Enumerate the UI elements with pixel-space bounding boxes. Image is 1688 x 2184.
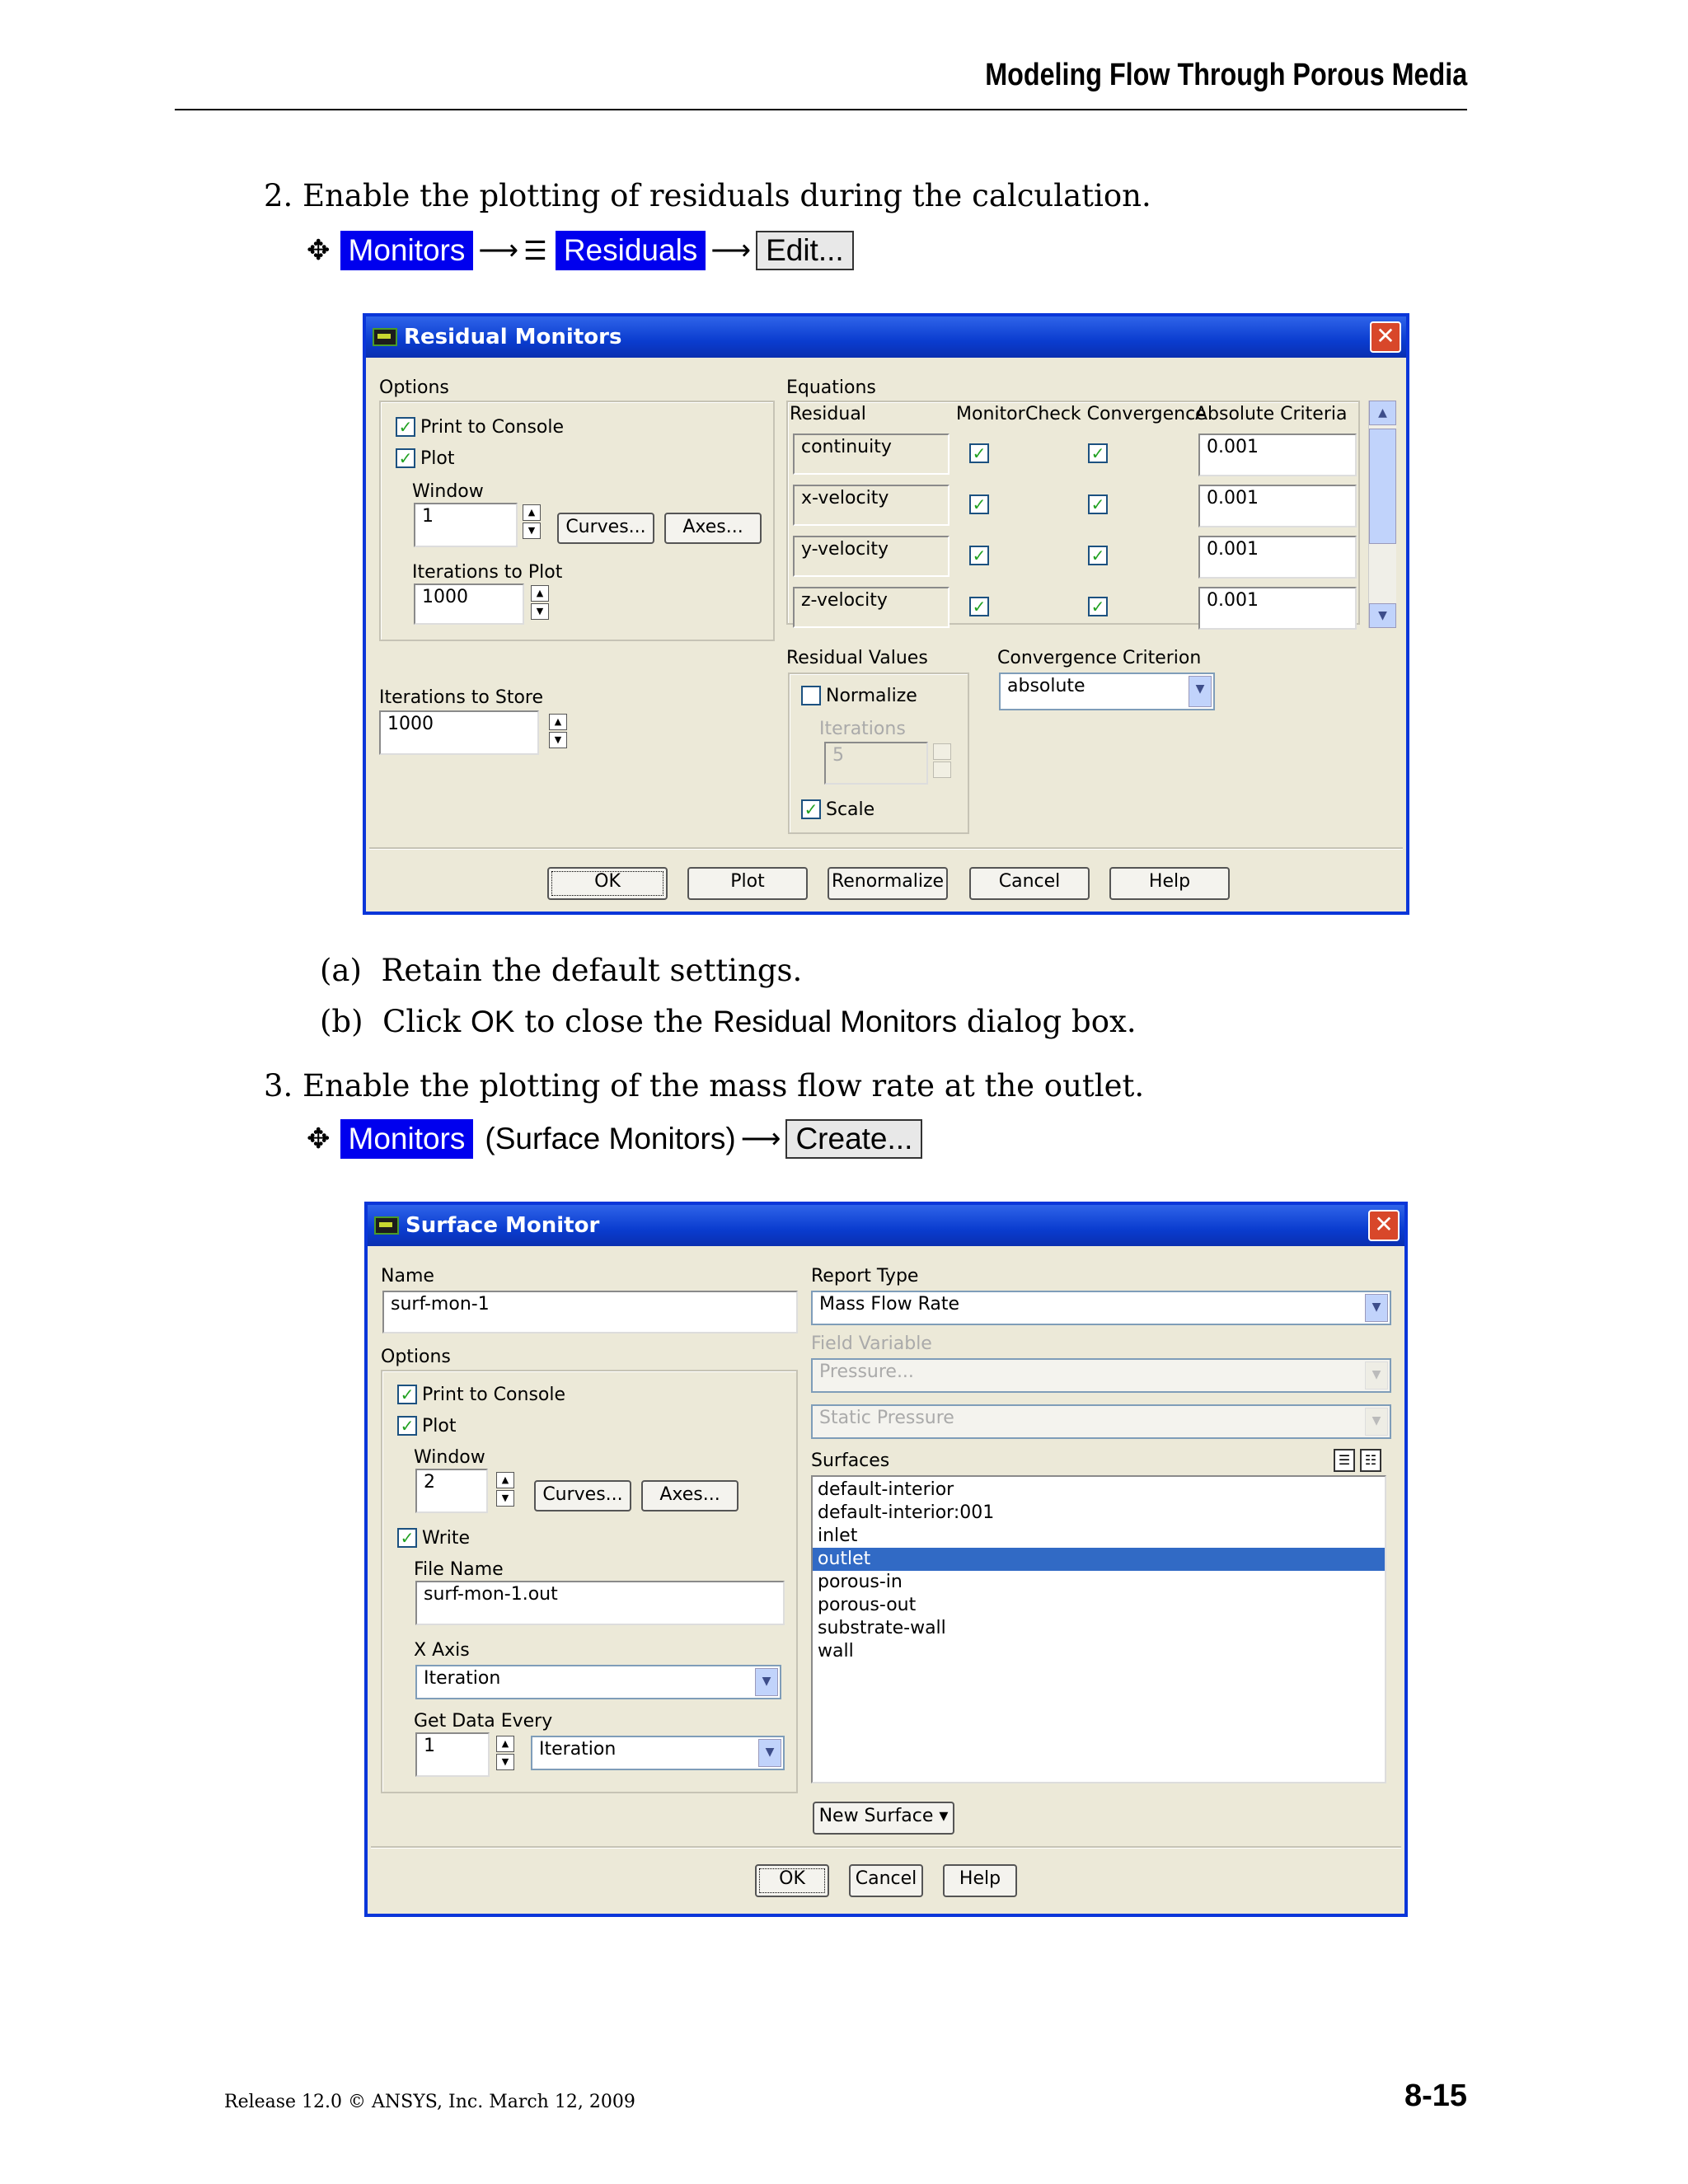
x-axis-value: Iteration — [424, 1668, 501, 1689]
write-label: Write — [422, 1528, 471, 1549]
spin-up-icon[interactable]: ▲ — [523, 504, 541, 521]
field-variable-sub-value: Static Pressure — [819, 1408, 954, 1428]
check-convergence-checkbox-z-velocity[interactable]: ✓ — [1088, 597, 1108, 616]
sub-step-b-marker: (b) — [320, 1004, 363, 1039]
monitors-link[interactable]: Monitors — [340, 231, 474, 270]
sub-step-b-pre: Click — [382, 1004, 462, 1039]
list-item[interactable]: wall — [818, 1641, 854, 1661]
arrow-icon: ⟶ — [710, 235, 752, 266]
sub-step-b — [320, 1004, 1137, 1039]
arrow-icon: ⟶ — [478, 235, 519, 266]
name-label: Name — [381, 1266, 434, 1286]
normalize-iterations-spinner — [933, 743, 951, 778]
chevron-down-icon: ▼ — [1365, 1361, 1388, 1390]
normalize-label: Normalize — [826, 686, 917, 706]
step-2-text: 2. Enable the plotting of residuals during the calculation. — [264, 178, 1151, 213]
list-item[interactable]: default-interior — [818, 1479, 954, 1500]
axes-button[interactable]: Axes... — [664, 513, 762, 544]
spin-down-icon[interactable]: ▼ — [496, 1754, 514, 1770]
absolute-criteria-z-velocity[interactable]: 0.001 — [1198, 587, 1357, 630]
list-item[interactable]: porous-in — [818, 1572, 903, 1592]
list-item[interactable]: default-interior:001 — [818, 1502, 995, 1523]
iterations-to-plot-label: Iterations to Plot — [412, 562, 563, 583]
spin-down-icon[interactable]: ▼ — [523, 523, 541, 539]
window-label: Window — [414, 1447, 485, 1468]
window-label: Window — [412, 481, 484, 502]
normalize-checkbox[interactable] — [801, 686, 821, 705]
step-2-nav-path — [307, 231, 854, 270]
spin-up-icon[interactable]: ▲ — [549, 714, 567, 730]
window-input[interactable]: 2 — [415, 1469, 488, 1513]
convergence-criterion-select[interactable] — [999, 673, 1215, 710]
monitor-checkbox-z-velocity[interactable]: ✓ — [969, 597, 989, 616]
print-to-console-checkbox[interactable]: ✓ — [396, 417, 415, 437]
button-separator — [371, 1846, 1401, 1848]
axes-button[interactable]: Axes... — [641, 1480, 738, 1511]
convergence-criterion-label: Convergence Criterion — [997, 648, 1202, 668]
scale-checkbox[interactable]: ✓ — [801, 799, 821, 819]
app-icon — [373, 328, 397, 346]
normalize-iterations-input: 5 — [824, 742, 928, 785]
arrow-icon: ⟶ — [740, 1123, 781, 1155]
spin-up-icon[interactable]: ▲ — [531, 585, 549, 602]
check-convergence-checkbox-continuity[interactable]: ✓ — [1088, 443, 1108, 463]
dialog-title: Residual Monitors — [404, 325, 622, 349]
equations-scrollbar[interactable] — [1368, 401, 1396, 628]
ok-button[interactable]: OK — [547, 867, 668, 900]
running-header: Modeling Flow Through Porous Media — [985, 58, 1467, 92]
options-label: Options — [381, 1347, 451, 1367]
list-item[interactable]: porous-out — [818, 1595, 917, 1615]
close-icon[interactable]: ✕ — [1370, 321, 1401, 353]
residual-name-continuity: continuity — [793, 434, 950, 475]
tree-nav-icon: ✥ — [307, 235, 331, 266]
residual-name-x-velocity: x-velocity — [793, 485, 950, 526]
monitor-checkbox-y-velocity[interactable]: ✓ — [969, 546, 989, 565]
get-data-unit-select[interactable] — [531, 1736, 785, 1770]
spin-up-icon[interactable]: ▲ — [496, 1736, 514, 1752]
get-data-every-label: Get Data Every — [414, 1711, 553, 1732]
iterations-label: Iterations — [819, 719, 906, 739]
list-item-selected[interactable]: outlet — [813, 1548, 1385, 1571]
convergence-criterion-value: absolute — [1007, 676, 1085, 696]
write-checkbox[interactable]: ✓ — [397, 1528, 417, 1548]
ok-button[interactable]: OK — [755, 1864, 829, 1897]
options-label: Options — [379, 377, 449, 398]
get-data-every-spinner[interactable] — [496, 1736, 514, 1770]
field-variable-value: Pressure... — [819, 1361, 914, 1382]
chevron-down-icon: ▼ — [1365, 1408, 1388, 1436]
tree-nav-icon: ✥ — [307, 1123, 331, 1155]
plot-checkbox[interactable]: ✓ — [397, 1416, 417, 1436]
spin-down-icon[interactable]: ▼ — [549, 732, 567, 748]
chevron-down-icon[interactable]: ▼ — [755, 1668, 778, 1696]
select-all-icon[interactable]: ☰ — [1334, 1449, 1355, 1472]
file-name-input[interactable]: surf-mon-1.out — [415, 1581, 785, 1625]
get-data-every-input[interactable]: 1 — [415, 1732, 490, 1777]
iterations-to-plot-input[interactable]: 1000 — [414, 583, 524, 625]
plot-checkbox[interactable]: ✓ — [396, 448, 415, 468]
app-icon — [374, 1216, 399, 1235]
get-data-unit-value: Iteration — [539, 1739, 617, 1760]
monitor-checkbox-continuity[interactable]: ✓ — [969, 443, 989, 463]
curves-button[interactable]: Curves... — [557, 513, 654, 544]
list-icon: ☰ — [523, 236, 547, 265]
spin-down-icon[interactable]: ▼ — [496, 1490, 514, 1507]
absolute-criteria-continuity[interactable]: 0.001 — [1198, 434, 1357, 476]
dialog-title: Surface Monitor — [406, 1213, 600, 1238]
plot-label: Plot — [422, 1416, 457, 1436]
window-spinner[interactable] — [523, 504, 541, 539]
dialog-titlebar — [366, 316, 1406, 358]
file-name-label: File Name — [414, 1559, 504, 1580]
list-item[interactable]: substrate-wall — [818, 1618, 946, 1638]
x-axis-label: X Axis — [414, 1640, 470, 1661]
equations-label: Equations — [786, 377, 876, 398]
page-number: 8-15 — [1404, 2079, 1467, 2113]
spin-down-icon — [933, 762, 951, 778]
print-to-console-checkbox[interactable]: ✓ — [397, 1385, 417, 1404]
create-button-ref[interactable]: Create... — [785, 1119, 922, 1159]
monitor-column-header: Monitor — [956, 404, 1025, 424]
name-input[interactable]: surf-mon-1 — [382, 1291, 798, 1333]
renormalize-button[interactable]: Renormalize — [828, 867, 948, 900]
residual-name-y-velocity: y-velocity — [793, 536, 950, 577]
report-type-label: Report Type — [811, 1266, 919, 1286]
surfaces-list[interactable] — [811, 1475, 1386, 1783]
field-variable-label: Field Variable — [811, 1333, 932, 1354]
sub-step-b-ok: OK — [470, 1005, 515, 1038]
cancel-button[interactable]: Cancel — [969, 867, 1090, 900]
iterations-to-store-spinner[interactable] — [549, 714, 567, 748]
step-3-text: 3. Enable the plotting of the mass flow rate at the outlet. — [264, 1068, 1145, 1104]
scroll-thumb[interactable] — [1369, 429, 1396, 544]
absolute-criteria-y-velocity[interactable]: 0.001 — [1198, 536, 1357, 579]
absolute-criteria-column-header: Absolute Criteria — [1195, 404, 1348, 424]
edit-button-ref[interactable]: Edit... — [756, 231, 854, 270]
chevron-down-icon[interactable]: ▼ — [1365, 1294, 1388, 1322]
residuals-link[interactable]: Residuals — [556, 231, 706, 270]
surface-monitors-label: (Surface Monitors) — [485, 1122, 736, 1155]
report-type-value: Mass Flow Rate — [819, 1294, 960, 1315]
new-surface-button[interactable]: New Surface ▾ — [813, 1802, 954, 1835]
x-axis-select[interactable] — [415, 1665, 781, 1699]
sub-step-a-text: Retain the default settings. — [381, 953, 803, 988]
print-to-console-label: Print to Console — [422, 1385, 566, 1405]
residual-name-z-velocity: z-velocity — [793, 587, 950, 628]
residual-values-label: Residual Values — [786, 648, 928, 668]
sub-step-b-mid: to close the — [524, 1004, 704, 1039]
scroll-down-icon[interactable]: ▼ — [1369, 603, 1396, 628]
absolute-criteria-x-velocity[interactable]: 0.001 — [1198, 485, 1357, 527]
window-input[interactable]: 1 — [414, 503, 518, 547]
plot-label: Plot — [420, 448, 455, 469]
window-spinner[interactable] — [496, 1472, 514, 1507]
field-variable-sub-select — [811, 1404, 1391, 1439]
scale-label: Scale — [826, 799, 875, 820]
residual-monitors-dialog — [363, 313, 1409, 915]
iterations-to-store-label: Iterations to Store — [379, 687, 543, 708]
dialog-titlebar — [368, 1205, 1404, 1246]
chevron-down-icon[interactable]: ▼ — [1189, 676, 1212, 707]
surfaces-label: Surfaces — [811, 1451, 890, 1471]
check-convergence-checkbox-y-velocity[interactable]: ✓ — [1088, 546, 1108, 565]
sub-step-a — [320, 953, 802, 988]
spin-up-icon — [933, 743, 951, 760]
plot-button[interactable]: Plot — [687, 867, 808, 900]
deselect-all-icon[interactable]: ☷ — [1360, 1449, 1381, 1472]
print-to-console-label: Print to Console — [420, 417, 565, 438]
help-button[interactable]: Help — [1109, 867, 1230, 900]
monitor-checkbox-x-velocity[interactable]: ✓ — [969, 494, 989, 514]
curves-button[interactable]: Curves... — [534, 1480, 631, 1511]
iterations-to-plot-spinner[interactable] — [531, 585, 549, 620]
sub-step-a-marker: (a) — [320, 953, 362, 988]
report-type-select[interactable] — [811, 1291, 1391, 1325]
check-convergence-column-header: Check Convergence — [1025, 404, 1207, 424]
scroll-up-icon[interactable]: ▲ — [1369, 401, 1396, 425]
step-3-nav-path — [307, 1119, 922, 1159]
spin-up-icon[interactable]: ▲ — [496, 1472, 514, 1488]
release-footer: Release 12.0 © ANSYS, Inc. March 12, 2009 — [224, 2092, 635, 2112]
spin-down-icon[interactable]: ▼ — [531, 603, 549, 620]
cancel-button[interactable]: Cancel — [849, 1864, 923, 1897]
monitors-link[interactable]: Monitors — [340, 1119, 474, 1159]
sub-step-b-post: dialog box. — [966, 1004, 1137, 1039]
field-variable-select — [811, 1358, 1391, 1393]
button-separator — [369, 847, 1403, 849]
iterations-to-store-input[interactable]: 1000 — [379, 710, 539, 755]
list-item[interactable]: inlet — [818, 1526, 858, 1546]
sub-step-b-dialog: Residual Monitors — [712, 1005, 958, 1038]
header-rule — [175, 109, 1467, 110]
residual-column-header: Residual — [790, 404, 866, 424]
check-convergence-checkbox-x-velocity[interactable]: ✓ — [1088, 494, 1108, 514]
surface-monitor-dialog — [364, 1202, 1408, 1917]
close-icon[interactable]: ✕ — [1368, 1210, 1400, 1241]
help-button[interactable]: Help — [943, 1864, 1017, 1897]
chevron-down-icon[interactable]: ▼ — [758, 1739, 781, 1767]
